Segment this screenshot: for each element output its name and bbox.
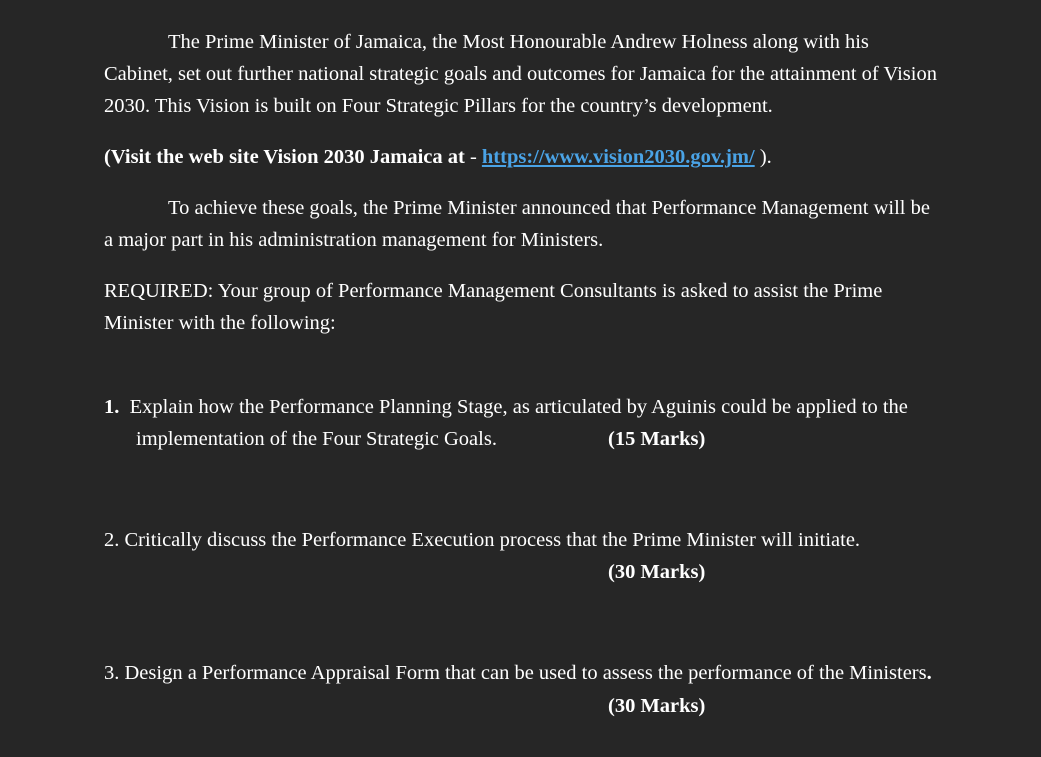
question-2-number: 2.: [104, 529, 120, 551]
intro-line-2: Cabinet, set out further national strategic goals and outcomes for Jamaica for the attainment of Vision: [104, 63, 937, 85]
intro-line-1: The Prime Minister of Jamaica, the Most Honourable Andrew Holness along with his: [168, 31, 869, 53]
question-1-text: Explain how the Performance Planning Stage, as articulated by Aguinis could be applied to the: [129, 396, 908, 418]
question-2-marks: (30 Marks): [608, 561, 706, 583]
question-3-period: .: [926, 662, 932, 684]
question-2-text: Critically discuss the Performance Execution process that the Prime Minister will initiate.: [124, 529, 861, 551]
question-3-number: 3.: [104, 662, 120, 684]
question-1-line-2: implementation of the Four Strategic Goals.: [136, 428, 497, 450]
question-3-text: Design a Performance Appraisal Form that can be used to assess the performance of the Ministers: [124, 662, 927, 684]
intro-line-3: 2030. This Vision is built on Four Strategic Pillars for the country’s development.: [104, 95, 773, 117]
required-line-2: Minister with the following:: [104, 312, 336, 334]
question-1-number: 1.: [104, 396, 120, 418]
visit-line: [104, 145, 772, 169]
goals-line-2: a major part in his administration management for Ministers.: [104, 229, 604, 251]
question-2: [104, 528, 860, 552]
visit-suffix: ).: [754, 146, 772, 168]
required-line-1: REQUIRED: Your group of Performance Management Consultants is asked to assist the Prime: [104, 280, 883, 302]
question-3-marks: (30 Marks): [608, 695, 706, 717]
visit-prefix: (Visit the web site Vision 2030 Jamaica at: [104, 146, 465, 168]
question-1: [104, 395, 908, 419]
question-3: [104, 661, 932, 685]
question-1-marks: (15 Marks): [608, 428, 706, 450]
visit-dash: -: [464, 146, 482, 168]
vision-2030-link[interactable]: https://www.vision2030.gov.jm/: [481, 146, 755, 168]
goals-line-1: To achieve these goals, the Prime Minister announced that Performance Management will be: [168, 197, 930, 219]
